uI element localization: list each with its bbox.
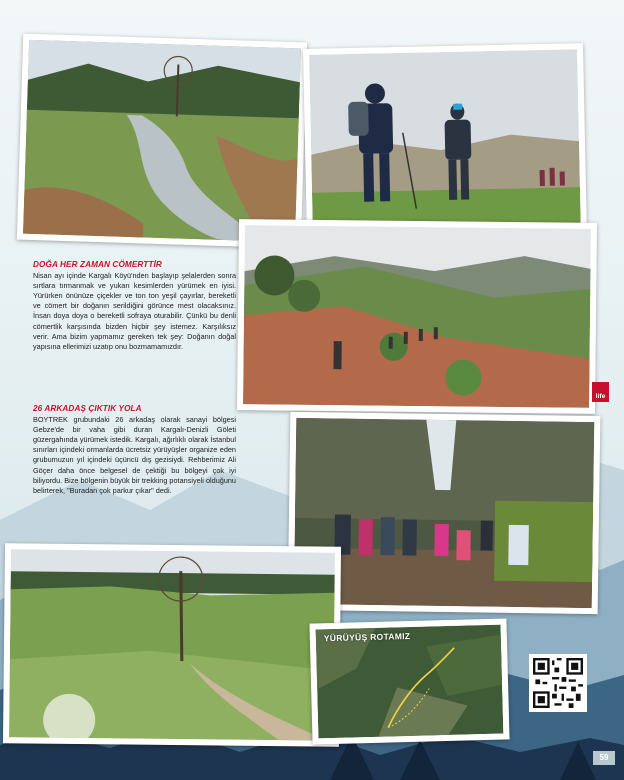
article-text [33, 260, 236, 352]
hikers-image [309, 49, 581, 237]
article-text-2 [33, 404, 236, 496]
valley-photo [3, 543, 341, 747]
slope-image [243, 225, 591, 408]
section-heading-2: 26 ARKADAŞ ÇIKTIK YOLA [33, 404, 142, 413]
hikers-photo [303, 43, 587, 243]
page-number: 59 [593, 751, 615, 765]
section-body-2: BOYTREK grubundaki 26 arkadaş olarak sanayi bölgesi Gebze'de bir vaha gibi duran Kargalı-Denizli Göleti güzergahında yürümek istedik. Kargalı, ağırlıklı olarak İstanbul sınırları içindeki ormanlarda ücretsiz yürüyüşler organize eden grubumuzun yıl içindeki üçüncü dış gezisiydi. Rehberimiz Ali Göçer daha önce belgesel de çektiği bu bölgeyi çok iyi biliyordu. Bize bölgenin büyük bir trekking potansiyeli olduğunu belirterek, "Buradan çok parkur çıkar" dedi. [33, 415, 236, 495]
slope-photo [237, 219, 597, 414]
qr-code-icon [533, 658, 583, 708]
map-title: YÜRÜYÜŞ ROTAMIZ [323, 630, 411, 644]
route-map [309, 618, 509, 744]
stream-photo [17, 34, 307, 249]
section-heading-1: DOĞA HER ZAMAN CÖMERTTİR [33, 260, 162, 269]
qr-code[interactable] [529, 654, 587, 712]
section-body-1: Nisan ayı içinde Kargalı Köyü'nden başlayıp şelalerden sonra sırtlara tırmanmak ve yukarı kesimlerden yürümek en iyisi. Yürürken önünüze çiçekler ve ton ton yeşil çayırlar, bereketli ve cömert bir doğanın serildiğini görünce mest olacaksınız. İnsan doya doya o bereketli sofraya oturabilir. Çünkü bu denli cömertlik karşısında bizden hiçbir şey istemez. Karşılıksız verir. Ama bizim yapmamız gereken tek şey: Doğanın doğal yapısına ellerimizi uzatıp onu bozmamamızdır. [33, 271, 236, 351]
magazine-logo: life [592, 382, 609, 402]
stream-image [23, 40, 301, 242]
valley-image [9, 549, 335, 740]
